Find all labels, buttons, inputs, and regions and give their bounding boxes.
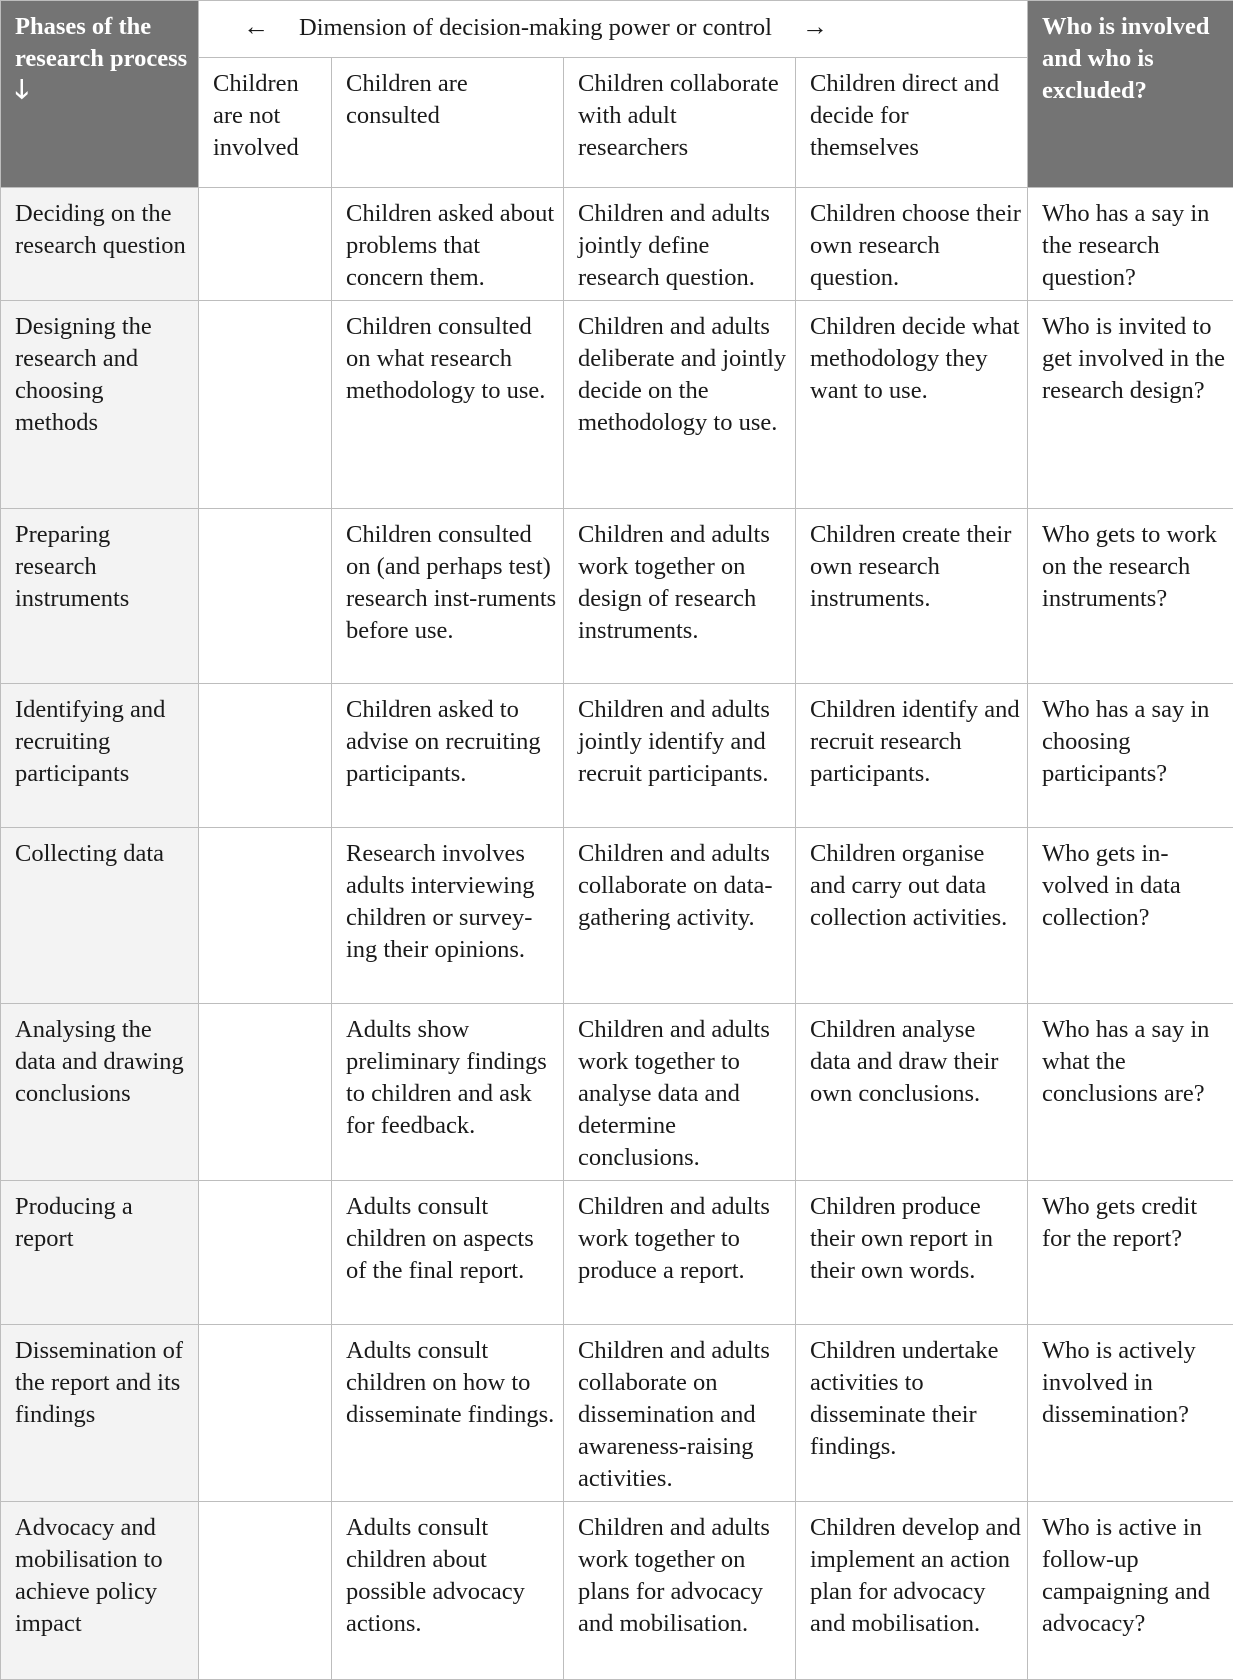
who-cell: Who is invited to get involved in the research design? — [1028, 301, 1233, 509]
table-row — [1, 1181, 1233, 1325]
table-row — [1, 828, 1233, 1004]
not-involved-cell — [199, 1181, 332, 1325]
collaborate-cell: Children and adults work together to analyse data and determine conclusions. — [564, 1004, 796, 1181]
dimension-header — [199, 1, 1028, 58]
direct-cell: Children produce their own report in their own words. — [796, 1181, 1028, 1325]
header-row-1 — [1, 1, 1233, 58]
who-cell: Who has a say in choosing participants? — [1028, 684, 1233, 828]
arrow-right-icon: → — [802, 11, 828, 43]
phase-cell: Producing a report — [1, 1181, 199, 1325]
phase-cell: Designing the research and choosing methods — [1, 301, 199, 509]
phases-header-label: Phases of the research process — [15, 13, 187, 72]
consulted-cell: Adults show preliminary findings to children and ask for feedback. — [332, 1004, 564, 1181]
table-row — [1, 509, 1233, 684]
arrow-down-icon: 🡓 — [15, 77, 192, 103]
column-header-direct: Children direct and decide for themselves — [796, 58, 1028, 188]
phase-cell: Dissemination of the report and its findings — [1, 1325, 199, 1502]
direct-cell: Children undertake activities to disseminate their findings. — [796, 1325, 1028, 1502]
collaborate-cell: Children and adults collaborate on dissemination and awareness-raising activities. — [564, 1325, 796, 1502]
not-involved-cell — [199, 301, 332, 509]
direct-cell: Children identify and recruit research participants. — [796, 684, 1028, 828]
who-cell: Who gets in-volved in data collection? — [1028, 828, 1233, 1004]
column-header-not-involved: Children are not involved — [199, 58, 332, 188]
phase-cell: Preparing research instruments — [1, 509, 199, 684]
not-involved-cell — [199, 684, 332, 828]
consulted-cell: Adults consult children about possible advocacy actions. — [332, 1502, 564, 1680]
direct-cell: Children decide what methodology they want to use. — [796, 301, 1028, 509]
collaborate-cell: Children and adults work together on plans for advocacy and mobilisation. — [564, 1502, 796, 1680]
table-row — [1, 188, 1233, 301]
direct-cell: Children analyse data and draw their own conclusions. — [796, 1004, 1028, 1181]
consulted-cell: Adults consult children on how to disseminate findings. — [332, 1325, 564, 1502]
table-row — [1, 1325, 1233, 1502]
dimension-label: Dimension of decision-making power or control — [299, 14, 772, 41]
table-row — [1, 301, 1233, 509]
phases-header — [1, 1, 199, 188]
table-row — [1, 1004, 1233, 1181]
consulted-cell: Adults consult children on aspects of the final report. — [332, 1181, 564, 1325]
phase-cell: Deciding on the research question — [1, 188, 199, 301]
consulted-cell: Children asked about problems that concern them. — [332, 188, 564, 301]
who-cell: Who gets to work on the research instruments? — [1028, 509, 1233, 684]
consulted-cell: Research involves adults interviewing children or survey-ing their opinions. — [332, 828, 564, 1004]
collaborate-cell: Children and adults work together to produce a report. — [564, 1181, 796, 1325]
direct-cell: Children create their own research instruments. — [796, 509, 1028, 684]
who-cell: Who has a say in what the conclusions are? — [1028, 1004, 1233, 1181]
who-cell: Who is actively involved in dissemination? — [1028, 1325, 1233, 1502]
direct-cell: Children choose their own research question. — [796, 188, 1028, 301]
who-header: Who is involved and who is excluded? — [1028, 1, 1233, 188]
direct-cell: Children organise and carry out data collection activities. — [796, 828, 1028, 1004]
column-header-collaborate: Children collaborate with adult researchers — [564, 58, 796, 188]
phase-cell: Identifying and recruiting participants — [1, 684, 199, 828]
phase-cell: Collecting data — [1, 828, 199, 1004]
who-cell: Who gets credit for the report? — [1028, 1181, 1233, 1325]
who-cell: Who is active in follow-up campaigning and advocacy? — [1028, 1502, 1233, 1680]
not-involved-cell — [199, 1004, 332, 1181]
not-involved-cell — [199, 1325, 332, 1502]
not-involved-cell — [199, 828, 332, 1004]
consulted-cell: Children asked to advise on recruiting participants. — [332, 684, 564, 828]
collaborate-cell: Children and adults collaborate on data-gathering activity. — [564, 828, 796, 1004]
phase-cell: Advocacy and mobilisation to achieve policy impact — [1, 1502, 199, 1680]
consulted-cell: Children consulted on (and perhaps test) research inst-ruments before use. — [332, 509, 564, 684]
table-row — [1, 1502, 1233, 1680]
not-involved-cell — [199, 188, 332, 301]
who-cell: Who has a say in the research question? — [1028, 188, 1233, 301]
phase-cell: Analysing the data and drawing conclusions — [1, 1004, 199, 1181]
table-row — [1, 684, 1233, 828]
not-involved-cell — [199, 509, 332, 684]
collaborate-cell: Children and adults jointly identify and recruit participants. — [564, 684, 796, 828]
arrow-left-icon: ← — [243, 11, 269, 43]
collaborate-cell: Children and adults jointly define research question. — [564, 188, 796, 301]
collaborate-cell: Children and adults work together on design of research instruments. — [564, 509, 796, 684]
direct-cell: Children develop and implement an action plan for advocacy and mobilisation. — [796, 1502, 1028, 1680]
collaborate-cell: Children and adults deliberate and jointly decide on the methodology to use. — [564, 301, 796, 509]
not-involved-cell — [199, 1502, 332, 1680]
consulted-cell: Children consulted on what research methodology to use. — [332, 301, 564, 509]
column-header-consulted: Children are consulted — [332, 58, 564, 188]
